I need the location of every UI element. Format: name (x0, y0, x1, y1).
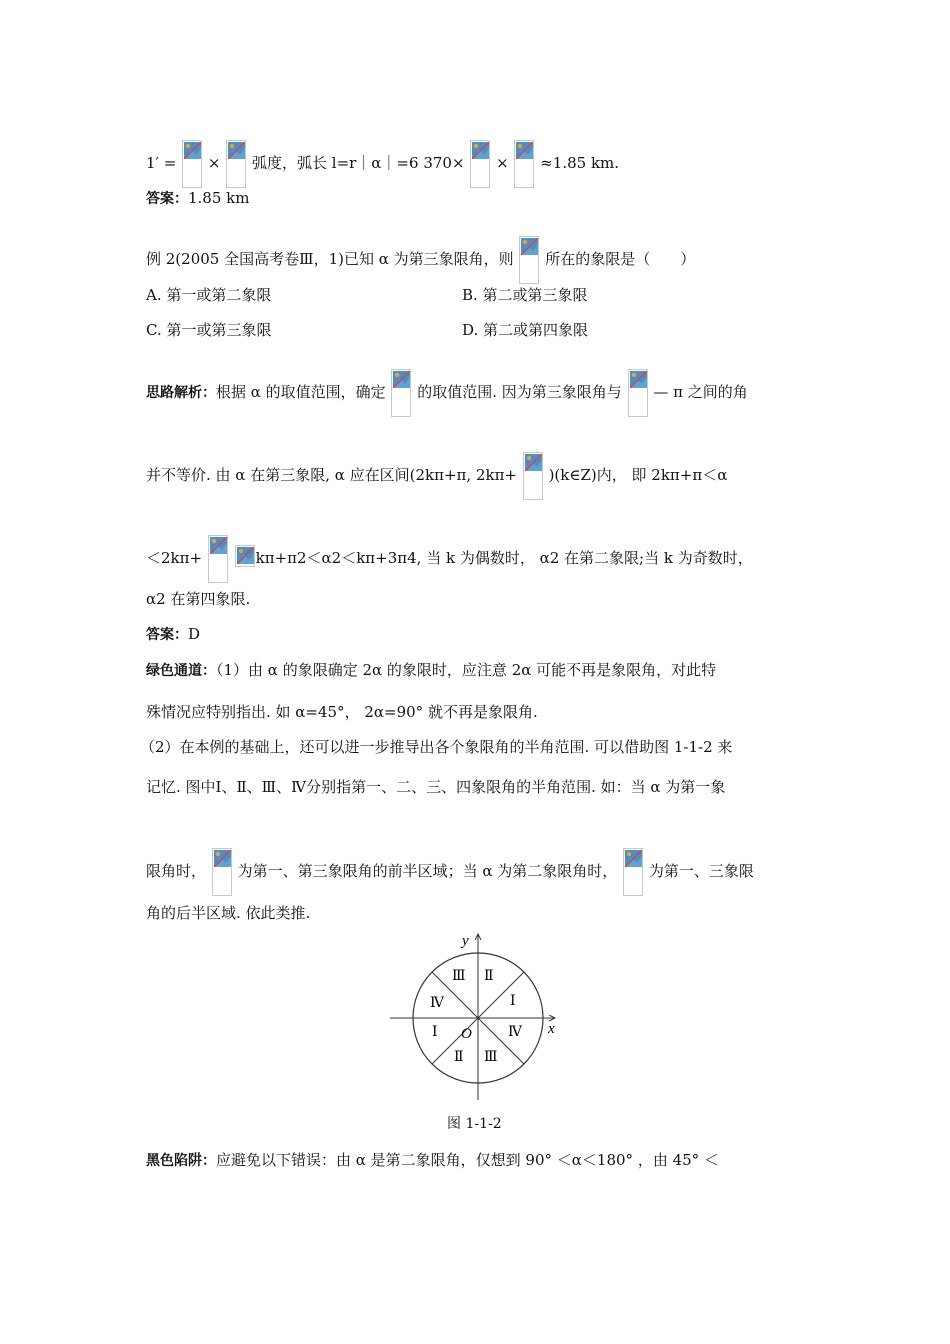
formula-image (623, 848, 643, 896)
option-row-1 (146, 285, 588, 305)
text: 例 2(2005 全国高考卷Ⅲ，1)已知 α 为第三象限角，则 (146, 250, 514, 268)
answer-2 (146, 624, 200, 645)
formula-image (470, 140, 490, 188)
black-line-1 (146, 1150, 719, 1171)
text: 应避免以下错误：由 α 是第二象限角，仅想到 90° ＜α＜180° ，由 45° ＜ (216, 1151, 719, 1169)
option-a: A. 第一或第二象限 (146, 286, 272, 304)
text: 为第一、第三象限角的前半区域；当 α 为第二象限角时， (237, 862, 618, 880)
sector-label: Ⅰ (510, 993, 516, 1009)
green-label: 绿色通道： (146, 663, 216, 679)
origin-label: O (461, 1026, 472, 1042)
formula-image (235, 545, 255, 567)
formula-image (212, 848, 232, 896)
formula-image (514, 140, 534, 188)
green-line-5 (146, 848, 754, 896)
green-line-6 (146, 903, 310, 923)
formula-image (523, 452, 543, 500)
black-label: 黑色陷阱： (146, 1153, 216, 1169)
option-b: B. 第二或第三象限 (462, 286, 588, 304)
option-d: D. 第二或第四象限 (462, 321, 589, 339)
formula-image (208, 535, 228, 583)
text: ≈1.85 km. (540, 154, 620, 172)
formula-image (391, 369, 411, 417)
text: 殊情况应特别指出. 如 α=45°， 2α=90° 就不再是象限角. (146, 703, 538, 721)
text: 的取值范围. 因为第三象限角与 (417, 383, 622, 401)
example-2-question (146, 236, 695, 284)
sector-label: Ⅲ (484, 1049, 498, 1065)
text: ＜2kπ+ (146, 549, 203, 567)
sector-label: Ⅲ (452, 968, 466, 984)
text: × (207, 154, 221, 172)
text: kπ+π2＜α2＜kπ+3π4, 当 k 为偶数时， α2 在第二象限;当 k 为奇数时， (255, 549, 753, 567)
green-line-4 (146, 777, 725, 797)
formula-image (182, 140, 202, 188)
sector-label: Ⅱ (454, 1049, 464, 1065)
option-row-2 (146, 320, 589, 340)
figure-caption: 图 1-1-2 (447, 1116, 502, 1132)
text: — π 之间的角 (653, 383, 748, 401)
text: )(k∈Z)内， 即 2kπ+π＜α (548, 466, 728, 484)
green-line-2 (146, 702, 538, 722)
analysis-line-2 (146, 452, 727, 500)
formula-image (519, 236, 539, 284)
text: × (496, 154, 509, 172)
sector-label: Ⅳ (430, 995, 444, 1011)
green-line-1 (146, 660, 716, 681)
green-line-3 (140, 737, 732, 757)
analysis-label: 思路解析： (146, 385, 216, 401)
text: 角的后半区域. 依此类推. (146, 904, 311, 922)
answer-value: D (188, 625, 201, 643)
answer-value: 1.85 km (188, 189, 250, 207)
text: 所在的象限是（ ） (545, 250, 696, 268)
text: α2 在第四象限. (146, 590, 251, 608)
y-label: y (462, 933, 469, 949)
formula-line-1 (146, 140, 619, 188)
text: 限角时， (146, 862, 207, 880)
analysis-line-4 (146, 589, 250, 609)
answer-label: 答案： (146, 627, 188, 643)
quadrant-figure (390, 930, 570, 1100)
formula-image (226, 140, 246, 188)
answer-1 (146, 188, 249, 209)
analysis-line-1 (146, 369, 748, 417)
text: 记忆. 图中Ⅰ、Ⅱ、Ⅲ、Ⅳ分别指第一、二、三、四象限角的半角范围. 如：当 α 为第一象 (146, 778, 726, 796)
text: （2）在本例的基础上，还可以进一步推导出各个象限角的半角范围. 可以借助图 1-1-2 来 (140, 738, 733, 756)
text: 根据 α 的取值范围，确定 (216, 383, 386, 401)
option-c: C. 第一或第三象限 (146, 321, 272, 339)
text: （1）由 α 的象限确定 2α 的象限时，应注意 2α 可能不再是象限角，对此特 (216, 661, 717, 679)
x-label: x (548, 1021, 555, 1037)
sector-label: Ⅰ (432, 1024, 438, 1040)
text: 并不等价. 由 α 在第三象限, α 应在区间(2kπ+π, 2kπ+ (146, 466, 518, 484)
analysis-line-3 (146, 535, 753, 583)
formula-image (628, 369, 648, 417)
answer-label: 答案： (146, 191, 188, 207)
text: 1′ = (146, 154, 177, 172)
sector-label: Ⅱ (484, 968, 494, 984)
text: 为第一、三象限 (648, 862, 754, 880)
text: 弧度，弧长 l=r｜α｜=6 370× (252, 154, 465, 172)
sector-label: Ⅳ (508, 1024, 522, 1040)
